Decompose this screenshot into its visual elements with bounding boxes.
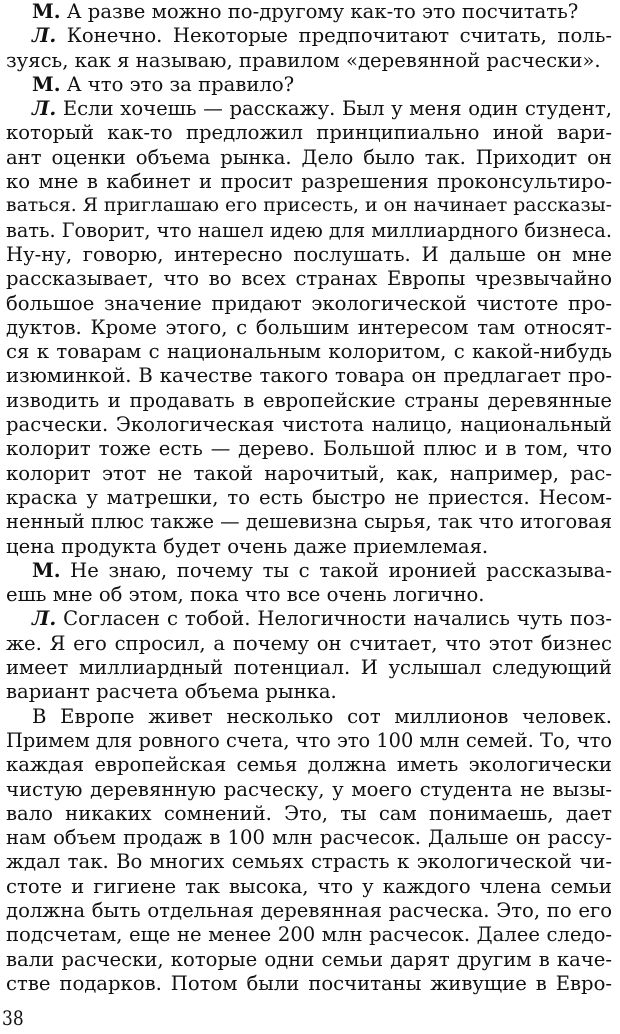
text-line bbox=[6, 972, 612, 996]
text-line bbox=[6, 267, 612, 291]
text-line bbox=[6, 49, 612, 73]
line-text: нам объем продаж в 100 млн расчесок. Дальше он рассу- bbox=[6, 826, 612, 850]
line-text: Согласен с тобой. Нелогичности начались чуть поз- bbox=[56, 607, 612, 631]
line-text: дуктов. Кроме этого, с большим интересом там относят- bbox=[6, 315, 612, 339]
text-line bbox=[6, 705, 612, 729]
text-line bbox=[6, 607, 612, 631]
text-line bbox=[6, 121, 612, 145]
line-text: вариант расчета объема рынка. bbox=[6, 680, 337, 704]
speaker-label: Л. bbox=[32, 24, 57, 48]
line-text: расчески. Экологическая чистота налицо, национальный bbox=[6, 413, 612, 437]
speaker-label: Л. bbox=[32, 607, 57, 631]
line-text: ешь мне об этом, пока что все очень логично. bbox=[6, 583, 485, 607]
text-line bbox=[6, 364, 612, 388]
page-number: 38 bbox=[2, 1006, 24, 1030]
line-text: колорит этот не такой нарочитый, как, например, рас- bbox=[6, 461, 612, 485]
line-text: ненный плюс также — дешевизна сырья, так что итоговая bbox=[6, 510, 612, 534]
text-line bbox=[6, 292, 612, 316]
text-line bbox=[6, 462, 612, 486]
text-line bbox=[6, 778, 612, 802]
text-line bbox=[6, 73, 612, 97]
line-text: чистую деревянную расческу, у моего студента не вызы- bbox=[6, 777, 612, 801]
text-line bbox=[6, 753, 612, 777]
line-text: Примем для ровного счета, что это 100 млн семей. То, что bbox=[6, 728, 612, 752]
line-text: стве подарков. Потом были посчитаны живущие в Евро- bbox=[6, 971, 612, 995]
line-text: Конечно. Некоторые предпочитают считать, поль- bbox=[56, 24, 612, 48]
line-text: вали расчески, которые одни семьи дарят другим в каче- bbox=[6, 947, 612, 971]
text-line bbox=[6, 340, 612, 364]
line-text: изводить и продавать в европейские страны деревянные bbox=[6, 388, 612, 412]
text-line bbox=[6, 437, 612, 461]
speaker-label: Л. bbox=[32, 97, 57, 121]
text-line bbox=[6, 243, 612, 267]
text-line bbox=[6, 535, 612, 559]
text-line bbox=[6, 583, 612, 607]
line-text: зуясь, как я называю, правилом «деревянной расчески». bbox=[6, 48, 601, 72]
text-line bbox=[6, 559, 612, 583]
body-text bbox=[6, 0, 612, 996]
line-text: должна быть отдельная деревянная расческа. Это, по его bbox=[6, 898, 612, 922]
text-line bbox=[6, 729, 612, 753]
text-line bbox=[6, 899, 612, 923]
text-line bbox=[6, 656, 612, 680]
text-line bbox=[6, 24, 612, 48]
line-text: А что это за правило? bbox=[60, 72, 295, 96]
line-text: рассказывает, что во всех странах Европы чрезвычайно bbox=[6, 267, 612, 291]
text-line bbox=[6, 632, 612, 656]
line-text: ант оценки объема рынка. Дело было так. Приходит он bbox=[6, 145, 612, 169]
line-text: Если хочешь — расскажу. Был у меня один студент, bbox=[56, 97, 612, 121]
line-text: В Европе живет несколько сот миллионов человек. bbox=[32, 704, 612, 728]
line-text: вать. Говорит, что нашел идею для миллиардного бизнеса. bbox=[6, 218, 612, 242]
line-text: ся к товарам с национальным колоритом, с какой-нибудь bbox=[6, 340, 612, 364]
line-text: стоте и гигиене так высока, что у каждого члена семьи bbox=[6, 874, 612, 898]
text-line bbox=[6, 389, 612, 413]
line-text: ко мне в кабинет и просит разрешения проконсультиро- bbox=[6, 170, 612, 194]
speaker-label: М. bbox=[32, 72, 61, 96]
text-line bbox=[6, 680, 612, 704]
line-text: изюминкой. В качестве такого товара он предлагает про- bbox=[6, 364, 612, 388]
line-text: который как-то предложил принципиально иной вари- bbox=[6, 121, 612, 145]
line-text: колорит тоже есть — дерево. Большой плюс и в том, что bbox=[6, 437, 612, 461]
text-line bbox=[6, 923, 612, 947]
speaker-label: М. bbox=[32, 0, 61, 23]
line-text: вало никаких сомнений. Это, ты сам понимаешь, дает bbox=[6, 801, 612, 825]
line-text: Не знаю, почему ты с такой иронией рассказыва- bbox=[60, 558, 612, 582]
text-line bbox=[6, 219, 612, 243]
text-line bbox=[6, 850, 612, 874]
line-text: краска у матрешки, то есть быстро не приестся. Несом- bbox=[6, 485, 612, 509]
text-line bbox=[6, 316, 612, 340]
text-line bbox=[6, 413, 612, 437]
text-line bbox=[6, 97, 612, 121]
line-text: Ну-ну, говорю, интересно послушать. И дальше он мне bbox=[6, 242, 612, 266]
text-line bbox=[6, 948, 612, 972]
line-text: имеет миллиардный потенциал. И услышал следующий bbox=[6, 656, 612, 680]
text-line bbox=[6, 194, 612, 218]
text-line bbox=[6, 802, 612, 826]
text-line bbox=[6, 826, 612, 850]
line-text: подсчетам, еще не менее 200 млн расчесок. Далее следо- bbox=[6, 923, 612, 947]
text-line bbox=[6, 170, 612, 194]
text-line bbox=[6, 875, 612, 899]
line-text: ждал так. Во многих семьях страсть к экологической чи- bbox=[6, 850, 612, 874]
line-text: цена продукта будет очень даже приемлемая. bbox=[6, 534, 489, 558]
text-line bbox=[6, 0, 612, 24]
text-line bbox=[6, 486, 612, 510]
line-text: же. Я его спросил, а почему он считает, что этот бизнес bbox=[6, 631, 612, 655]
text-line bbox=[6, 146, 612, 170]
line-text: ваться. Я приглашаю его присесть, и он начинает рассказы- bbox=[6, 195, 612, 217]
line-text: большое значение придают экологической чистоте про- bbox=[6, 291, 612, 315]
line-text: А разве можно по-другому как-то это посчитать? bbox=[60, 0, 579, 23]
line-text: каждая европейская семья должна иметь экологически bbox=[6, 753, 612, 777]
speaker-label: М. bbox=[32, 558, 61, 582]
text-line bbox=[6, 510, 612, 534]
